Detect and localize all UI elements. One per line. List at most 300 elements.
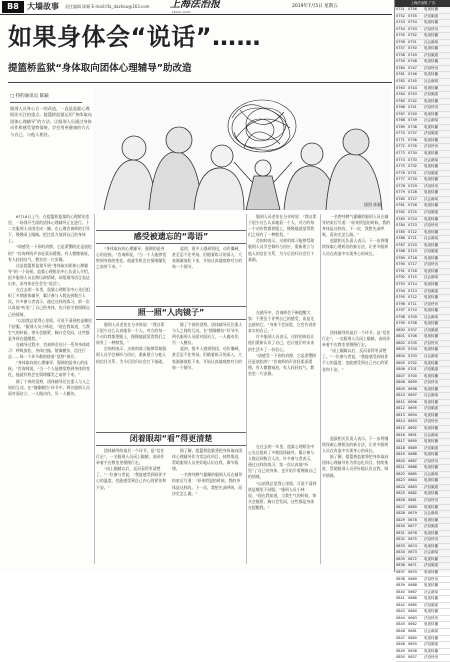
sidebar-cell: 0822 (396, 471, 405, 476)
subheading-1: 感受被遗忘的“毒语” (96, 230, 246, 244)
sidebar-cell: 法治频道 (424, 484, 438, 489)
sidebar-cell: 0776 (396, 170, 405, 175)
illustration-caption: 插图 陈颖 (364, 202, 382, 207)
sidebar-cell: 0734 (408, 151, 417, 156)
paragraph: “请感受一下你的肩膀，它是紧绷的还是放松的？”咨询师的声音轻柔而缓慢。有人微微皱眉，有人轻轻叹气，教室里一片安静。 (8, 244, 92, 262)
paragraph: “身体取向的心理辅导，强调的是身心的连接。”咨询师说，“当一个人能够觉察到身体的变化，他就有机会在情绪爆发之前停下来。” (96, 246, 167, 270)
sidebar-cell: 0813 (396, 412, 405, 417)
sidebar-cell: 电视转播 (424, 426, 438, 430)
sidebar-cell: 0757 (396, 46, 405, 51)
sidebar-cell: 0700 (408, 373, 417, 378)
page-header (0, 0, 392, 15)
sidebar-cell: 电视转播 (424, 609, 438, 614)
paragraph: 起初，很多人感到别扭，动作僵硬，甚至忍不住笑场。但随着练习的深入，大家渐渐放松下来，开始认真地观察对方的每一个细节。 (172, 346, 243, 370)
article-column-1 (8, 214, 92, 560)
sidebar-cell: 电视转播 (424, 72, 438, 77)
sidebar-cell: 社会新闻 (424, 511, 438, 516)
article-column-3b (172, 322, 244, 426)
sidebar-cell: 0743 (408, 92, 417, 97)
sidebar-cell: 0764 (396, 92, 405, 97)
sidebar-cell: 0737 (408, 131, 417, 136)
sidebar-cell: 0795 (396, 295, 405, 300)
sidebar-cell: 0767 (396, 111, 405, 116)
sidebar-cell: 0792 (396, 275, 405, 280)
issue-date: 2019年7月5日 星期五 (292, 4, 338, 9)
sidebar-cell: 0709 (408, 314, 417, 319)
sidebar-cell: 法治频道 (424, 170, 438, 175)
sidebar-cell: 0838 (396, 576, 405, 581)
masthead-subtitle: LEGAL DAILY (172, 10, 191, 14)
paragraph: 据了解，提篮桥监狱将把身体取向团体心理辅导作为常态化项目，持续推进，帮助服刑人员更好地认识自我、调节情绪。 (322, 454, 389, 478)
sidebar-cell: 0670 (408, 570, 417, 575)
paragraph: 除了个体的觉察，团体辅导还注重人与人之间的互动。在“镜像模仿”环节中，两名服刑人员面对面站立，一人做动作，另一人模仿。 (8, 378, 90, 396)
paragraph: 在过去的一年里，监狱心理矫治中心先后组织了多期团体辅导，累计参与人数达到数百人次。许多参与者表示，通过这样的练习，第一次认真地“听见”了自己的身体，也开始学着照顾自己的情绪。 (8, 287, 90, 317)
sidebar-cell: 0833 (396, 543, 405, 548)
sidebar-cell: 法治快讯 (424, 419, 438, 424)
sidebar-cell: 电视转播 (424, 583, 438, 588)
sidebar-cell: 0657 (408, 655, 417, 660)
sidebar-cell: 法治快讯 (424, 498, 438, 503)
sidebar-cell: 0727 (408, 196, 417, 201)
byline: □ 特约通讯员 陈颖 (10, 92, 82, 103)
sidebar-cell: 0798 (396, 314, 405, 319)
sidebar-cell: 法治频道 (424, 92, 438, 97)
sidebar-cell: 0825 (396, 491, 405, 496)
sidebar-cell: 0673 (408, 550, 417, 555)
sidebar-cell: 法治快讯 (424, 340, 438, 345)
sidebar-cell: 0747 (408, 65, 417, 70)
sidebar-cell: 0735 (408, 144, 417, 149)
sidebar-cell: 0800 (396, 327, 405, 332)
subheading-2: 照一照“人肉镜子” (96, 306, 246, 320)
sidebar-cell: 0705 (408, 340, 417, 345)
sidebar-cell: 电视转播 (424, 229, 438, 234)
sidebar-cell: 电视转播 (424, 465, 438, 470)
sidebar-cell: 0739 (408, 118, 417, 123)
article-column-5a (322, 214, 392, 324)
sidebar-cell: 0790 (396, 262, 405, 267)
sidebar-cell: 0796 (396, 301, 405, 306)
sidebar-cell: 0685 (408, 471, 417, 476)
sidebar-cell: 0672 (408, 556, 417, 561)
sidebar-cell: 0682 (408, 491, 417, 496)
paragraph: 在辅导过程中，咨询师会设计一系列身体练习：呼吸放松、身体扫描、镜像模仿、信任行走……每一个环节都围绕着“觉察”展开。 (8, 341, 90, 360)
sidebar-cell: 0759 (396, 59, 405, 64)
sidebar-cell: 0690 (408, 439, 417, 444)
sidebar-cell: 电视转播 (424, 281, 438, 286)
sidebar-cell: 电视转播 (424, 111, 438, 116)
sidebar-cell: 法治频道 (424, 602, 438, 607)
sidebar-cell: 电视转播 (424, 570, 438, 575)
sidebar-cell: 0763 (396, 85, 405, 90)
sidebar-cell: 0772 (396, 144, 405, 149)
sidebar-cell: 0668 (408, 583, 417, 588)
sidebar-cell: 电视转播 (424, 373, 438, 378)
sidebar-cell: 电视转播 (424, 517, 438, 522)
sidebar-cell: 0687 (408, 458, 417, 463)
sidebar-cell: 电视转播 (424, 439, 438, 444)
sidebar-cell: 0821 (396, 465, 405, 470)
sidebar-cell: 0701 (408, 367, 417, 372)
sidebar-cell: 电视转播 (424, 399, 438, 404)
paragraph: 6月18日上午，在提篮桥监狱的心理矫治室里，一场别开生面的团体心理辅导正在进行。十二名服刑人员围坐成一圈，在心理咨询师的引导下，慢慢闭上眼睛，把注意力放到自己的身体上。 (8, 214, 90, 244)
sidebar-title: 上海法治报 广告 (395, 0, 450, 7)
sidebar-cell: 0830 (396, 524, 405, 529)
sidebar-cell: 0773 (396, 151, 405, 156)
sidebar-cell: 0720 (408, 242, 417, 247)
sidebar-cell: 社会新闻 (424, 79, 438, 84)
sidebar-cell: 0695 (408, 406, 417, 411)
sidebar-cell: 电视转播 (424, 491, 438, 496)
paragraph: “闭上眼睛以后，反而看得更清楚了。”一位参与者说，“我能感受到同伴手心的温度，也能感受到自己内心的紧张和不安。” (322, 348, 389, 372)
sidebar-cell: 0733 (408, 157, 417, 162)
sidebar-cell: 电视转播 (424, 334, 438, 339)
sidebar-cell: 0783 (396, 216, 405, 221)
sidebar-cell: 0775 (396, 164, 405, 169)
illustration (94, 88, 390, 210)
sidebar-cell: 电视转播 (424, 151, 438, 156)
paragraph: 团体辅导的最后一个环节，是“信任行走”。一名服刑人员闭上眼睛，由同伴牵着手在教室里慢慢行走。 (96, 448, 165, 466)
paragraph: “请感受一下你的肩膀，它是紧绷的还是放松的？”咨询师的声音轻柔而缓慢。有人微微皱眉，有人轻轻叹气，教室里一片安静。 (248, 352, 317, 376)
sidebar-cell: 0751 (396, 7, 405, 11)
sidebar-cell: 0664 (408, 609, 417, 614)
paragraph: 团体辅导的最后一个环节，是“信任行走”。一名服刑人员闭上眼睛，由同伴牵着手在教室里慢慢行走。 (322, 330, 391, 348)
sidebar-cell: 0677 (408, 524, 417, 529)
sidebar-cell: 0746 (408, 72, 417, 77)
sidebar-cell: 0834 (396, 550, 405, 555)
sidebar-cell: 0696 (408, 399, 417, 404)
sidebar-cell: 0703 (408, 353, 417, 358)
sidebar-cell: 电视转播 (424, 308, 438, 313)
sidebar-cell: 社会新闻 (424, 39, 438, 44)
sidebar-cell: 0816 (396, 432, 405, 437)
sidebar-cell: 0716 (408, 268, 417, 273)
sidebar-cell: 0725 (408, 209, 417, 214)
sidebar-cell: 0706 (408, 334, 417, 339)
sidebar-cell: 社会新闻 (424, 432, 438, 437)
sidebar-cell: 电视转播 (424, 412, 438, 417)
sidebar-cell: 0756 (408, 7, 417, 11)
sidebar-cell: 电视转播 (424, 596, 438, 601)
sidebar-cell: 0659 (408, 642, 417, 647)
sidebar-cell: 社会新闻 (424, 118, 438, 123)
sidebar-cell: 0731 (408, 170, 417, 175)
sidebar-cell: 电视转播 (424, 255, 438, 260)
paragraph: 据了解，提篮桥监狱将把身体取向团体心理辅导作为常态化项目，持续推进，帮助服刑人员更好地认识自我、调节情绪。 (172, 448, 243, 472)
sidebar-cell: 0787 (396, 242, 405, 247)
sidebar-cell: 法治频道 (424, 406, 438, 411)
sidebar-cell: 电视转播 (424, 635, 438, 640)
sidebar-cell: 0680 (408, 504, 417, 509)
sidebar-cell: 电视转播 (424, 268, 438, 273)
sidebar-cell: 0794 (396, 288, 405, 293)
article-column-4b (248, 310, 318, 440)
sidebar-cell: 0777 (396, 177, 405, 182)
paragraph: 起初，很多人感到别扭，动作僵硬，甚至忍不住笑场。但随着练习的深入，大家渐渐放松下来，开始认真地观察对方的每一个细节。 (172, 246, 243, 270)
sidebar-cell: 0661 (408, 628, 417, 633)
sidebar-cell: 法治快讯 (424, 262, 438, 267)
sidebar-cell: 0804 (396, 353, 405, 358)
sidebar-cell: 0756 (396, 39, 405, 44)
sidebar-cell: 电视转播 (424, 543, 438, 548)
sidebar-cell: 法治快讯 (424, 65, 438, 70)
sidebar-cell: 0666 (408, 596, 417, 601)
sidebar-cell: 0823 (396, 478, 405, 483)
sidebar-cell: 0744 (408, 85, 417, 90)
sidebar-cell: 0840 (396, 589, 405, 594)
sidebar-cell: 0828 (396, 511, 405, 516)
sidebar-cell: 0732 (408, 164, 417, 169)
sidebar-cell: 0826 (396, 498, 405, 503)
sidebar-cell: 0678 (408, 517, 417, 522)
sidebar-cell: 电视转播 (424, 321, 438, 326)
sidebar-cell: 电视转播 (424, 648, 438, 653)
paragraph: 咨询师表示，这样的练习能够帮助服刑人员学会倾听与回应，重新建立与他人的信任关系，为今后回归社会打下基础。 (248, 238, 315, 262)
sidebar-cell: 0753 (396, 20, 405, 25)
article-column-2a (96, 246, 168, 298)
article-column-5b (322, 330, 392, 430)
sidebar-cell: 0708 (408, 321, 417, 326)
sidebar-cell: 法治快讯 (424, 380, 438, 385)
sidebar-cell: 0768 (396, 118, 405, 123)
paragraph: 监狱相关负责人表示，下一步将继续探索心理矫治的新方法，让更多服刑人员在改造中实现身心的成长。 (322, 436, 389, 454)
sidebar-cell: 0819 (396, 452, 405, 457)
sidebar-cell: 0844 (396, 615, 405, 620)
sidebar-cell: 电视转播 (424, 20, 438, 25)
sidebar-cell: 0753 (408, 26, 417, 31)
sidebar-cell: 社会新闻 (424, 628, 438, 633)
article-column-4c (248, 444, 318, 564)
sidebar-cell: 0674 (408, 543, 417, 548)
column-rule (94, 214, 95, 564)
sidebar-cell: 法治快讯 (424, 458, 438, 463)
sidebar-cell: 0686 (408, 465, 417, 470)
sidebar-cell: 0681 (408, 498, 417, 503)
sidebar-cell: 0846 (396, 628, 405, 633)
sidebar-cell: 0719 (408, 249, 417, 254)
paragraph: 一名曾经脾气暴躁的服刑人员在辅导结束后写道：“原来愤怒的时候，我的身体是这样的。下一次，我想先深呼吸，再决定怎么做。” (172, 472, 243, 496)
sidebar-cell: 0815 (396, 426, 405, 430)
sidebar-cell: 0751 (408, 39, 417, 44)
sidebar-cell: 0688 (408, 452, 417, 457)
sidebar-cell: 0805 (396, 360, 405, 365)
sidebar-cell: 0740 (408, 111, 417, 116)
illustration-art (94, 88, 390, 210)
paragraph: 这是提篮桥监狱开展“身体取向团体心理辅导”的一个场景。监狱心理矫治中心负责人介绍，很多服刑人员长期压抑情绪，却很难用语言表达出来，而身体往往会先“说话”。 (8, 262, 92, 287)
sidebar-cell: 0697 (408, 393, 417, 398)
sidebar-cell: 电视转播 (424, 137, 438, 142)
sidebar-cell: 0786 (396, 236, 405, 241)
sidebar-cell: 0665 (408, 602, 417, 607)
sidebar-cell: 0714 (408, 281, 417, 286)
sidebar-cell: 社会新闻 (424, 550, 438, 555)
sidebar-cell: 社会新闻 (424, 314, 438, 319)
sidebar-cell: 0663 (408, 615, 417, 620)
paragraph: 咨询师表示，这样的练习能够帮助服刑人员学会倾听与回应，重新建立与他人的信任关系，为今后回归社会打下基础。 (96, 346, 167, 364)
sidebar-cell: 社会新闻 (424, 157, 438, 162)
sidebar-row (396, 655, 450, 662)
sidebar-cell: 社会新闻 (424, 393, 438, 398)
sidebar-cell: 0741 (408, 105, 417, 110)
sidebar-cell: 0692 (408, 426, 417, 430)
subheading-3: 闭着眼却“看”得更清楚 (96, 432, 246, 446)
sidebar-cell: 0835 (396, 556, 405, 561)
sidebar-cell: 电视转播 (424, 530, 438, 535)
sidebar-cell: 0754 (408, 20, 417, 25)
sidebar-cell: 0702 (408, 360, 417, 365)
paragraph: 许多服刑人员表示，这样的体验让他们重新认识了自己，也让他们对未来的生活多了一份信心。 (248, 334, 315, 352)
sidebar-cell: 0818 (396, 445, 405, 450)
paragraph: 监狱相关负责人表示，下一步将继续探索心理矫治的新方法，让更多服刑人员在改造中实现身心的成长。 (322, 238, 389, 256)
sidebar-cell: 0736 (408, 137, 417, 142)
sidebar-cell: 0789 (396, 255, 405, 260)
sidebar-cell: 0658 (408, 648, 417, 653)
sidebar-cell: 0785 (396, 229, 405, 234)
sidebar-cell: 电视转播 (424, 504, 438, 509)
sidebar-cell: 0749 (408, 52, 417, 57)
sidebar-cell: 0660 (408, 635, 417, 640)
sidebar-cell: 0782 (396, 209, 405, 214)
sidebar-cell: 法治快讯 (424, 223, 438, 228)
sidebar-cell: 0679 (408, 511, 417, 516)
sidebar-cell: 0738 (408, 124, 417, 129)
sidebar-cell: 0698 (408, 386, 417, 391)
sidebar-cell: 0812 (396, 406, 405, 411)
sidebar-cell: 电视转播 (424, 203, 438, 208)
sidebar-cell: 法治频道 (424, 445, 438, 450)
sidebar-cell: 法治频道 (424, 524, 438, 529)
sidebar-cell: 法治快讯 (424, 576, 438, 581)
sidebar-cell: 0669 (408, 576, 417, 581)
sidebar-cell: 电视转播 (424, 295, 438, 300)
sidebar-cell: 社会新闻 (424, 589, 438, 594)
sidebar-cell: 法治频道 (424, 249, 438, 254)
sidebar-cell: 0849 (396, 648, 405, 653)
sidebar-cell: 0808 (396, 380, 405, 385)
sidebar-cell: 0724 (408, 216, 417, 221)
sidebar-cell: 0784 (396, 223, 405, 228)
sidebar-cell: 0827 (396, 504, 405, 509)
sidebar-cell: 0675 (408, 537, 417, 542)
sidebar-cell: 0850 (396, 655, 405, 660)
sidebar-cell: 社会新闻 (424, 236, 438, 241)
sidebar-cell: 0769 (396, 124, 405, 129)
article-column-2c (96, 448, 168, 564)
sidebar-cell: 0722 (408, 229, 417, 234)
sidebar-cell: 0774 (396, 157, 405, 162)
sidebar-cell: 社会新闻 (424, 275, 438, 280)
sidebar-cell: 0723 (408, 223, 417, 228)
paragraph: 一名曾经脾气暴躁的服刑人员在辅导结束后写道：“原来愤怒的时候，我的身体是这样的。下一次，我想先深呼吸，再决定怎么做。” (322, 214, 391, 238)
sidebar-cell: 法治快讯 (424, 655, 438, 660)
sidebar-cell: 0760 (396, 65, 405, 70)
sidebar-cell: 0693 (408, 419, 417, 424)
sidebar-cell: 0710 (408, 308, 417, 313)
sidebar-cell: 0689 (408, 445, 417, 450)
sidebar-cell: 电视转播 (424, 386, 438, 391)
sidebar-cell: 0841 (396, 596, 405, 601)
sidebar-cell: 0729 (408, 183, 417, 188)
sidebar-cell: 法治频道 (424, 563, 438, 568)
paragraph: 服刑人员老张在分享时说：“我这辈子很少这么认真地看一个人。对方的每一个动作我都要跟上，慢慢地就觉得我们之间有了一种默契。” (96, 322, 167, 346)
paragraph: “以前我总觉得心里烦，可说不清到底是哪里不舒服。”服刑人员小林说，“现在我知道，当我生气的时候，拳头会握紧，胸口会发闷，这些都是身体在提醒我。” (8, 317, 92, 341)
sidebar-cell: 0762 (396, 79, 405, 84)
sidebar-cell: 法治频道 (424, 367, 438, 372)
sidebar-cell: 0839 (396, 583, 405, 588)
paragraph: 服刑人员老张在分享时说：“我这辈子很少这么认真地看一个人。对方的每一个动作我都要跟上，慢慢地就觉得我们之间有了一种默契。” (248, 214, 317, 238)
sidebar-cell: 0799 (396, 321, 405, 326)
sidebar-cell: 法治频道 (424, 642, 438, 647)
sidebar-cell: 电视转播 (424, 242, 438, 247)
sidebar-cell: 法治快讯 (424, 615, 438, 620)
paragraph: “以前我总觉得心里烦，可说不清到底是哪里不舒服。”服刑人员小林说，“现在我知道，当我生气的时候，拳头会握紧，胸口会发闷，这些都是身体在提醒我。” (248, 480, 317, 510)
sidebar-cell: 0831 (396, 530, 405, 535)
sidebar-cell: 法治快讯 (424, 144, 438, 149)
sidebar-cell: 电视转播 (424, 46, 438, 51)
sidebar-cell: 0806 (396, 367, 405, 372)
sidebar-cell: 法治快讯 (424, 537, 438, 542)
sidebar-listing (394, 0, 450, 660)
sidebar-cell: 电视转播 (424, 360, 438, 365)
sidebar-cell: 0836 (396, 563, 405, 568)
sidebar-cell: 电视转播 (424, 190, 438, 195)
sidebar-cell: 0824 (396, 484, 405, 489)
sidebar-cell: 0676 (408, 530, 417, 535)
sidebar-cell: 法治快讯 (424, 301, 438, 306)
paragraph: “闭上眼睛以后，反而看得更清楚了。”一位参与者说，“我能感受到同伴手心的温度，也能感受到自己内心的紧张和不安。” (96, 466, 167, 490)
sidebar-cell: 电视转播 (424, 478, 438, 483)
sidebar-cell: 法治快讯 (424, 26, 438, 31)
article-column-4a (248, 214, 318, 304)
sidebar-cell: 社会新闻 (424, 196, 438, 201)
sidebar-cell: 法治频道 (424, 209, 438, 214)
sidebar-cell: 电视转播 (424, 347, 438, 352)
sidebar-cell: 0801 (396, 334, 405, 339)
sidebar-cell: 电视转播 (424, 164, 438, 169)
sidebar-cell: 0797 (396, 308, 405, 313)
sidebar-cell: 0842 (396, 602, 405, 607)
page-number-badge: B8 (2, 1, 24, 13)
subheadline: 提篮桥监狱“身体取向团体心理辅导”助改造 (8, 63, 192, 74)
sidebar-cell: 0728 (408, 190, 417, 195)
sidebar-cell: 0704 (408, 347, 417, 352)
sidebar-cell: 0793 (396, 281, 405, 286)
sidebar-cell: 0712 (408, 295, 417, 300)
paragraph: 在辅导中，咨询师会不断提醒大家：不要急于评判自己的感受，而是先去接纳它。“身体不会说谎，它会告诉你真实的自己。” (248, 310, 317, 334)
paragraph: 在过去的一年里，监狱心理矫治中心先后组织了多期团体辅导，累计参与人数达到数百人次。许多参与者表示，通过这样的练习，第一次认真地“听见”了自己的身体，也开始学着照顾自己的情绪。 (248, 444, 317, 480)
headline-rule (8, 82, 392, 83)
sidebar-cell: 0809 (396, 386, 405, 391)
sidebar-cell: 法治频道 (424, 131, 438, 136)
sidebar-cell: 0711 (408, 301, 417, 306)
sidebar-cell: 0765 (396, 98, 405, 103)
sidebar-cell: 法治频道 (424, 288, 438, 293)
sidebar-cell: 0718 (408, 255, 417, 260)
sidebar-cell: 法治快讯 (424, 183, 438, 188)
sidebar-cell: 0717 (408, 262, 417, 267)
sidebar-cell: 0829 (396, 517, 405, 522)
headline: 如果身体会“说话”…… (8, 23, 262, 51)
sidebar-cell: 0845 (396, 622, 405, 627)
sidebar-cell: 0758 (396, 52, 405, 57)
sidebar-cell: 法治频道 (424, 327, 438, 332)
section-title: 大墙故事 (27, 2, 59, 11)
sidebar-cell: 0771 (396, 137, 405, 142)
sidebar-cell: 0715 (408, 275, 417, 280)
sidebar-cell: 0807 (396, 373, 405, 378)
sidebar-cell: 0820 (396, 458, 405, 463)
sidebar-cell: 0780 (396, 196, 405, 201)
